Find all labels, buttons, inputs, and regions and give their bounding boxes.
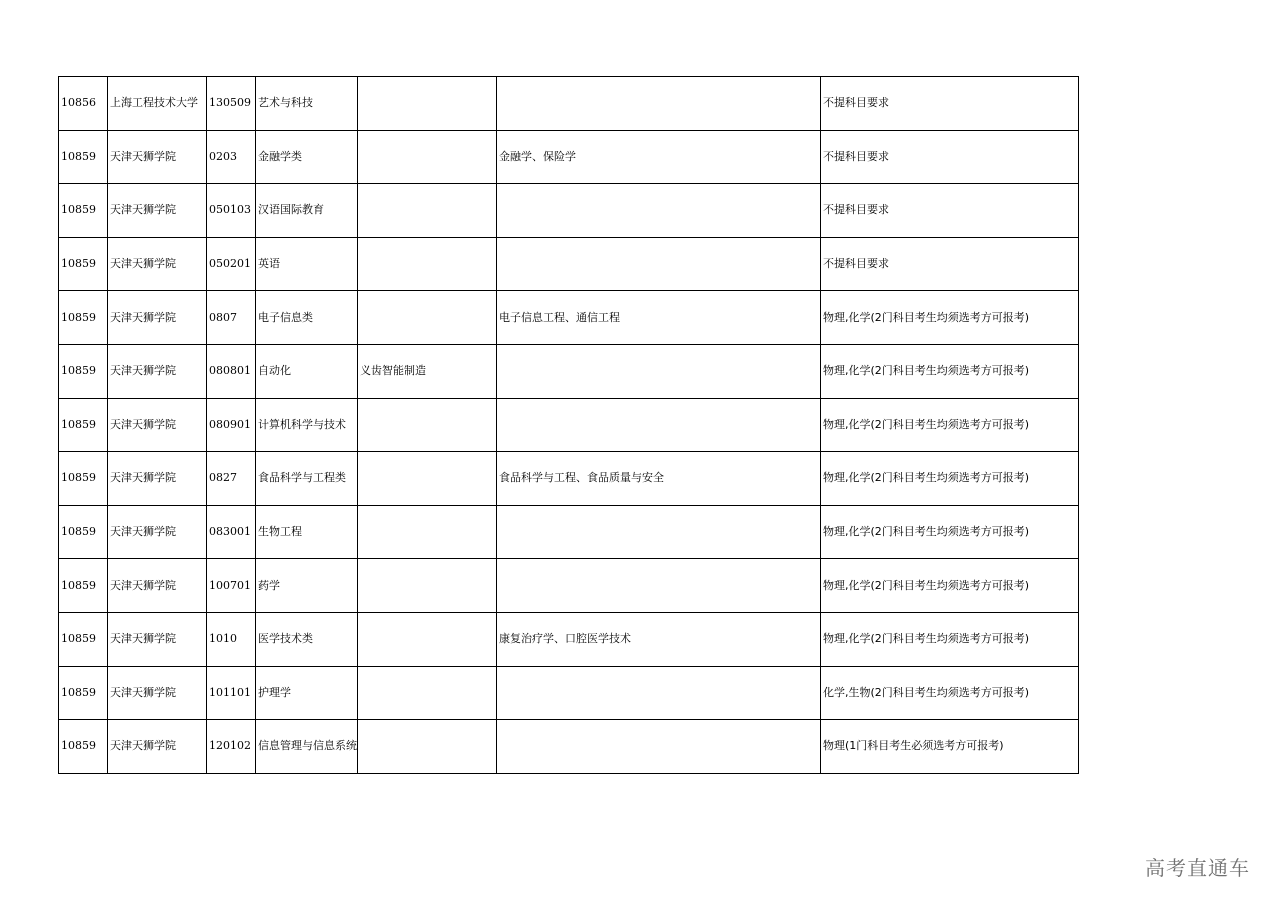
cell-subject-requirement: 不提科目要求 <box>821 130 1079 184</box>
cell-school-code: 10856 <box>59 77 108 131</box>
cell-note <box>358 77 497 131</box>
cell-school-code: 10859 <box>59 666 108 720</box>
table-row <box>59 612 1079 666</box>
cell-school-code: 10859 <box>59 612 108 666</box>
cell-note <box>358 291 497 345</box>
cell-major-code: 1010 <box>207 612 256 666</box>
cell-school-code: 10859 <box>59 130 108 184</box>
table-row <box>59 184 1079 238</box>
cell-major-code: 0807 <box>207 291 256 345</box>
cell-major-code: 050201 <box>207 237 256 291</box>
cell-major-code: 050103 <box>207 184 256 238</box>
cell-school-code: 10859 <box>59 344 108 398</box>
cell-major-name: 金融学类 <box>256 130 358 184</box>
cell-major-code: 101101 <box>207 666 256 720</box>
cell-major-code: 083001 <box>207 505 256 559</box>
cell-major-name: 食品科学与工程类 <box>256 452 358 506</box>
cell-note <box>358 505 497 559</box>
cell-note <box>358 612 497 666</box>
cell-major-name: 英语 <box>256 237 358 291</box>
cell-subject-requirement: 物理,化学(2门科目考生均须选考方可报考) <box>821 398 1079 452</box>
cell-included-majors <box>497 237 821 291</box>
cell-school-name: 天津天狮学院 <box>108 184 207 238</box>
cell-included-majors <box>497 184 821 238</box>
cell-subject-requirement: 化学,生物(2门科目考生均须选考方可报考) <box>821 666 1079 720</box>
cell-major-code: 100701 <box>207 559 256 613</box>
cell-major-name: 汉语国际教育 <box>256 184 358 238</box>
cell-subject-requirement: 不提科目要求 <box>821 237 1079 291</box>
cell-school-name: 天津天狮学院 <box>108 130 207 184</box>
cell-major-code: 0203 <box>207 130 256 184</box>
cell-included-majors <box>497 720 821 774</box>
cell-note <box>358 666 497 720</box>
cell-major-code: 080801 <box>207 344 256 398</box>
cell-school-code: 10859 <box>59 184 108 238</box>
cell-included-majors <box>497 559 821 613</box>
subject-requirements-table <box>58 76 1079 774</box>
table-row <box>59 77 1079 131</box>
cell-major-name: 艺术与科技 <box>256 77 358 131</box>
table-row <box>59 452 1079 506</box>
cell-note <box>358 237 497 291</box>
cell-subject-requirement: 物理,化学(2门科目考生均须选考方可报考) <box>821 452 1079 506</box>
cell-included-majors <box>497 398 821 452</box>
table-row <box>59 344 1079 398</box>
cell-note: 义齿智能制造 <box>358 344 497 398</box>
cell-note <box>358 130 497 184</box>
cell-school-name: 天津天狮学院 <box>108 398 207 452</box>
table-row <box>59 666 1079 720</box>
table-row <box>59 720 1079 774</box>
cell-major-name: 药学 <box>256 559 358 613</box>
cell-subject-requirement: 不提科目要求 <box>821 184 1079 238</box>
cell-school-name: 天津天狮学院 <box>108 505 207 559</box>
cell-major-code: 080901 <box>207 398 256 452</box>
cell-note <box>358 398 497 452</box>
cell-school-code: 10859 <box>59 452 108 506</box>
cell-included-majors <box>497 666 821 720</box>
cell-subject-requirement: 物理,化学(2门科目考生均须选考方可报考) <box>821 559 1079 613</box>
cell-note <box>358 452 497 506</box>
table-row <box>59 398 1079 452</box>
cell-included-majors <box>497 77 821 131</box>
cell-subject-requirement: 物理,化学(2门科目考生均须选考方可报考) <box>821 612 1079 666</box>
table-row <box>59 505 1079 559</box>
cell-school-name: 天津天狮学院 <box>108 237 207 291</box>
table-row <box>59 559 1079 613</box>
cell-school-name: 天津天狮学院 <box>108 612 207 666</box>
cell-note <box>358 559 497 613</box>
cell-included-majors <box>497 344 821 398</box>
cell-school-name: 天津天狮学院 <box>108 720 207 774</box>
cell-school-name: 天津天狮学院 <box>108 559 207 613</box>
watermark-text: 高考直通车 <box>1145 856 1250 880</box>
cell-subject-requirement: 物理,化学(2门科目考生均须选考方可报考) <box>821 291 1079 345</box>
cell-school-code: 10859 <box>59 720 108 774</box>
cell-subject-requirement: 不提科目要求 <box>821 77 1079 131</box>
table-row <box>59 237 1079 291</box>
table-body <box>59 77 1079 774</box>
table-row <box>59 291 1079 345</box>
cell-major-name: 电子信息类 <box>256 291 358 345</box>
cell-major-code: 130509 <box>207 77 256 131</box>
table-row <box>59 130 1079 184</box>
cell-school-name: 上海工程技术大学 <box>108 77 207 131</box>
cell-major-name: 护理学 <box>256 666 358 720</box>
cell-major-name: 计算机科学与技术 <box>256 398 358 452</box>
cell-school-code: 10859 <box>59 559 108 613</box>
cell-school-name: 天津天狮学院 <box>108 291 207 345</box>
cell-school-name: 天津天狮学院 <box>108 452 207 506</box>
cell-included-majors <box>497 505 821 559</box>
cell-subject-requirement: 物理(1门科目考生必须选考方可报考) <box>821 720 1079 774</box>
cell-included-majors: 电子信息工程、通信工程 <box>497 291 821 345</box>
cell-major-name: 自动化 <box>256 344 358 398</box>
cell-included-majors: 金融学、保险学 <box>497 130 821 184</box>
cell-major-name: 信息管理与信息系统 <box>256 720 358 774</box>
cell-note <box>358 720 497 774</box>
cell-subject-requirement: 物理,化学(2门科目考生均须选考方可报考) <box>821 344 1079 398</box>
cell-major-name: 生物工程 <box>256 505 358 559</box>
cell-major-name: 医学技术类 <box>256 612 358 666</box>
cell-major-code: 120102 <box>207 720 256 774</box>
cell-note <box>358 184 497 238</box>
cell-major-code: 0827 <box>207 452 256 506</box>
cell-school-name: 天津天狮学院 <box>108 666 207 720</box>
cell-school-code: 10859 <box>59 237 108 291</box>
cell-subject-requirement: 物理,化学(2门科目考生均须选考方可报考) <box>821 505 1079 559</box>
cell-included-majors: 康复治疗学、口腔医学技术 <box>497 612 821 666</box>
cell-school-name: 天津天狮学院 <box>108 344 207 398</box>
cell-school-code: 10859 <box>59 398 108 452</box>
cell-school-code: 10859 <box>59 505 108 559</box>
cell-school-code: 10859 <box>59 291 108 345</box>
cell-included-majors: 食品科学与工程、食品质量与安全 <box>497 452 821 506</box>
